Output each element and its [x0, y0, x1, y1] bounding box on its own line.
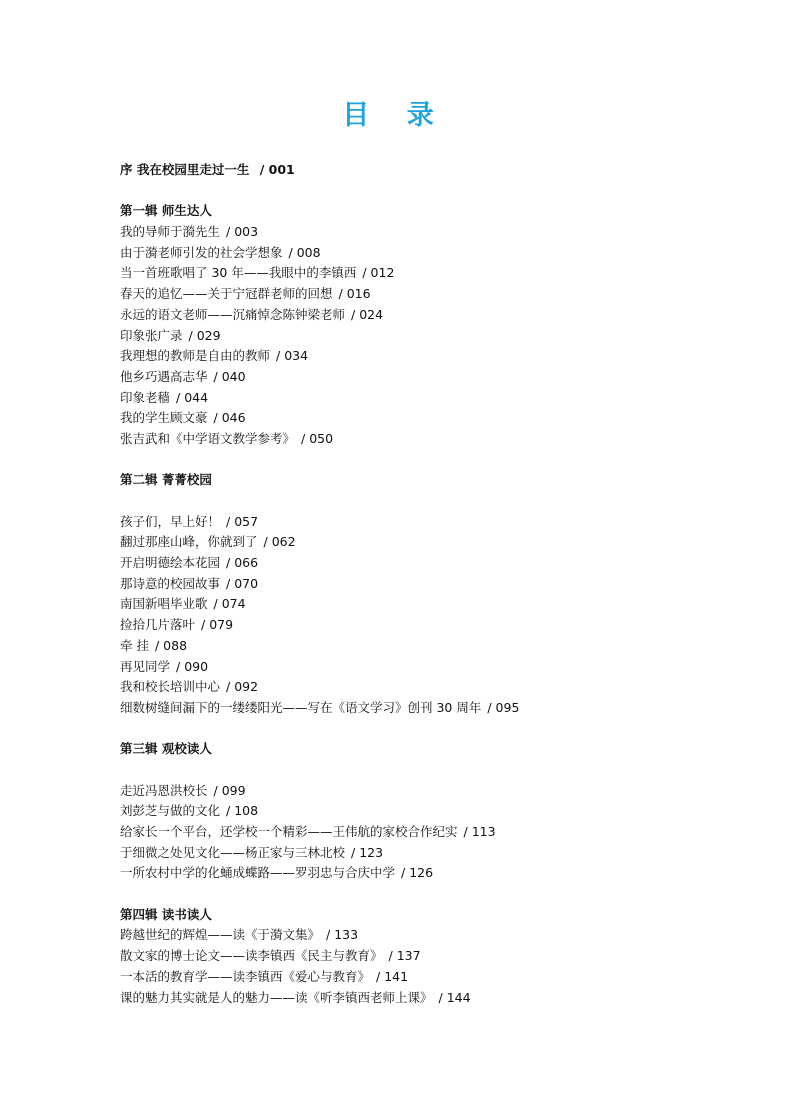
toc-entry-title: 印象张广录 — [120, 327, 183, 343]
toc-page-number: / 024 — [351, 306, 384, 322]
toc-page-number: / 050 — [301, 430, 334, 446]
toc-entry-title: 永远的语文老师——沉痛悼念陈钟梁老师 — [120, 306, 346, 322]
toc-page-number: / 012 — [362, 265, 395, 281]
heading-spacer — [120, 491, 760, 512]
toc-page-number: / 074 — [213, 596, 246, 612]
toc-page-number: / 126 — [401, 865, 434, 881]
toc-page-number: / 001 — [259, 162, 295, 177]
toc-entry-title: 再见同学 — [120, 658, 171, 674]
toc-page-number: / 046 — [213, 410, 246, 426]
toc-entry-title: 给家长一个平台，还学校一个精彩——王伟航的家校合作纪实 — [120, 824, 458, 839]
section-spacer — [120, 719, 760, 740]
toc-page-number: / 066 — [226, 555, 259, 571]
toc-entry — [120, 843, 760, 864]
toc-entry-title: 由于漪老师引发的社会学想象 — [120, 244, 283, 260]
toc-preface — [120, 160, 760, 181]
toc-entry — [120, 967, 760, 988]
toc-entry-title: 于细微之处见文化——杨正家与三林北校 — [120, 844, 346, 860]
toc-page-number: / 079 — [201, 617, 234, 633]
section-spacer — [120, 450, 760, 471]
toc-page-number: / 095 — [487, 699, 520, 715]
toc-entry-title: 牵 挂 — [120, 637, 149, 653]
toc-entry — [120, 263, 760, 284]
toc-entry-title: 一本活的教育学——读李镇西《爱心与教育》 — [120, 968, 371, 984]
toc-entry-title: 春天的追忆——关于宁冠群老师的回想 — [120, 286, 333, 302]
toc-entry — [120, 305, 760, 326]
toc-page-number: / 133 — [326, 927, 359, 943]
toc-entry — [120, 636, 760, 657]
toc-entry-title: 我理想的教师是自由的教师 — [120, 348, 271, 364]
toc-page-number: / 099 — [213, 782, 246, 798]
section-heading: 第一辑 师生达人 — [120, 203, 212, 219]
toc-entry-title: 走近冯恩洪校长 — [120, 782, 208, 798]
toc-page-number: / 016 — [338, 286, 371, 302]
toc-page-number: / 090 — [176, 658, 209, 674]
toc-entry-title: 一所农村中学的化蛹成蝶路——罗羽忠与合庆中学 — [120, 865, 396, 881]
toc-entry — [120, 284, 760, 305]
toc-page-number: / 070 — [226, 575, 259, 591]
toc-entry — [120, 657, 760, 678]
toc-entry-title: 孩子们，早上好！ — [120, 513, 221, 529]
toc-page-number: / 062 — [263, 534, 296, 550]
toc-page-number: / 029 — [188, 327, 221, 343]
toc-entry — [120, 574, 760, 595]
toc-entry-title: 我的导师于漪先生 — [120, 224, 221, 240]
toc-entry — [120, 863, 760, 884]
toc-entry-title: 跨越世纪的辉煌——读《于漪文集》 — [120, 927, 321, 943]
toc-entry-title: 序 我在校园里走过一生 — [120, 162, 250, 177]
toc-entry — [120, 781, 760, 802]
toc-page-number: / 123 — [351, 844, 384, 860]
toc-page-number: / 092 — [226, 679, 259, 695]
table-of-contents — [120, 160, 760, 1008]
toc-entry-title: 当一首班歌唱了 30 年——我眼中的李镇西 — [120, 265, 357, 281]
toc-page-number: / 044 — [176, 389, 209, 405]
toc-entry-title: 散文家的博士论文——读李镇西《民主与教育》 — [120, 948, 383, 964]
toc-entry — [120, 801, 760, 822]
toc-entry — [120, 698, 760, 719]
toc-entry — [120, 512, 760, 533]
toc-entry-title: 我的学生顾文豪 — [120, 410, 208, 426]
toc-page-number: / 034 — [276, 348, 309, 364]
toc-entry-title: 印象老穑 — [120, 389, 171, 405]
toc-entry-title: 南国新唱毕业歌 — [120, 596, 208, 612]
toc-entry — [120, 222, 760, 243]
toc-entry — [120, 988, 760, 1009]
section-spacer — [120, 884, 760, 905]
page-title: 目 录 — [342, 100, 448, 131]
toc-entry — [120, 326, 760, 347]
toc-entry — [120, 243, 760, 264]
toc-entry — [120, 615, 760, 636]
heading-spacer — [120, 760, 760, 781]
toc-entry — [120, 677, 760, 698]
toc-entry — [120, 429, 760, 450]
toc-entry-title: 张吉武和《中学语文教学参考》 — [120, 430, 296, 446]
toc-page-number: / 113 — [463, 824, 496, 839]
toc-entry — [120, 388, 760, 409]
toc-entry — [120, 925, 760, 946]
toc-page-number: / 137 — [388, 948, 421, 964]
toc-entry-title: 那诗意的校园故事 — [120, 575, 221, 591]
toc-page-number: / 141 — [376, 968, 409, 984]
toc-page-number: / 057 — [226, 513, 259, 529]
section-heading: 第二辑 菁菁校园 — [120, 472, 212, 488]
toc-page-number: / 144 — [438, 989, 471, 1005]
toc-entry — [120, 553, 760, 574]
section-heading: 第四辑 读书读人 — [120, 906, 212, 922]
toc-entry-title: 细数树缝间漏下的一缕缕阳光——写在《语文学习》创刊 30 周年 — [120, 699, 482, 715]
toc-entry-title: 刘彭芝与做的文化 — [120, 803, 221, 819]
toc-entry — [120, 822, 760, 843]
toc-entry — [120, 408, 760, 429]
toc-page-number: / 008 — [288, 244, 321, 260]
toc-page-number: / 088 — [154, 637, 188, 653]
toc-entry — [120, 346, 760, 367]
section-heading: 第三辑 观校读人 — [120, 741, 212, 757]
toc-entry — [120, 594, 760, 615]
toc-entry-title: 捡拾几片落叶 — [120, 617, 196, 633]
toc-page-number: / 108 — [226, 803, 259, 819]
toc-entry-title: 他乡巧遇高志华 — [120, 368, 208, 384]
section-spacer — [120, 181, 760, 202]
toc-entry — [120, 946, 760, 967]
toc-entry-title: 课的魅力其实就是人的魅力——读《听李镇西老师上课》 — [120, 989, 433, 1005]
toc-page-number: / 003 — [226, 224, 259, 240]
toc-entry-title: 我和校长培训中心 — [120, 679, 221, 695]
toc-entry — [120, 367, 760, 388]
toc-entry-title: 翻过那座山峰，你就到了 — [120, 534, 258, 550]
toc-page-number: / 040 — [213, 368, 246, 384]
toc-entry-title: 开启明德绘本花园 — [120, 555, 221, 571]
toc-entry — [120, 532, 760, 553]
